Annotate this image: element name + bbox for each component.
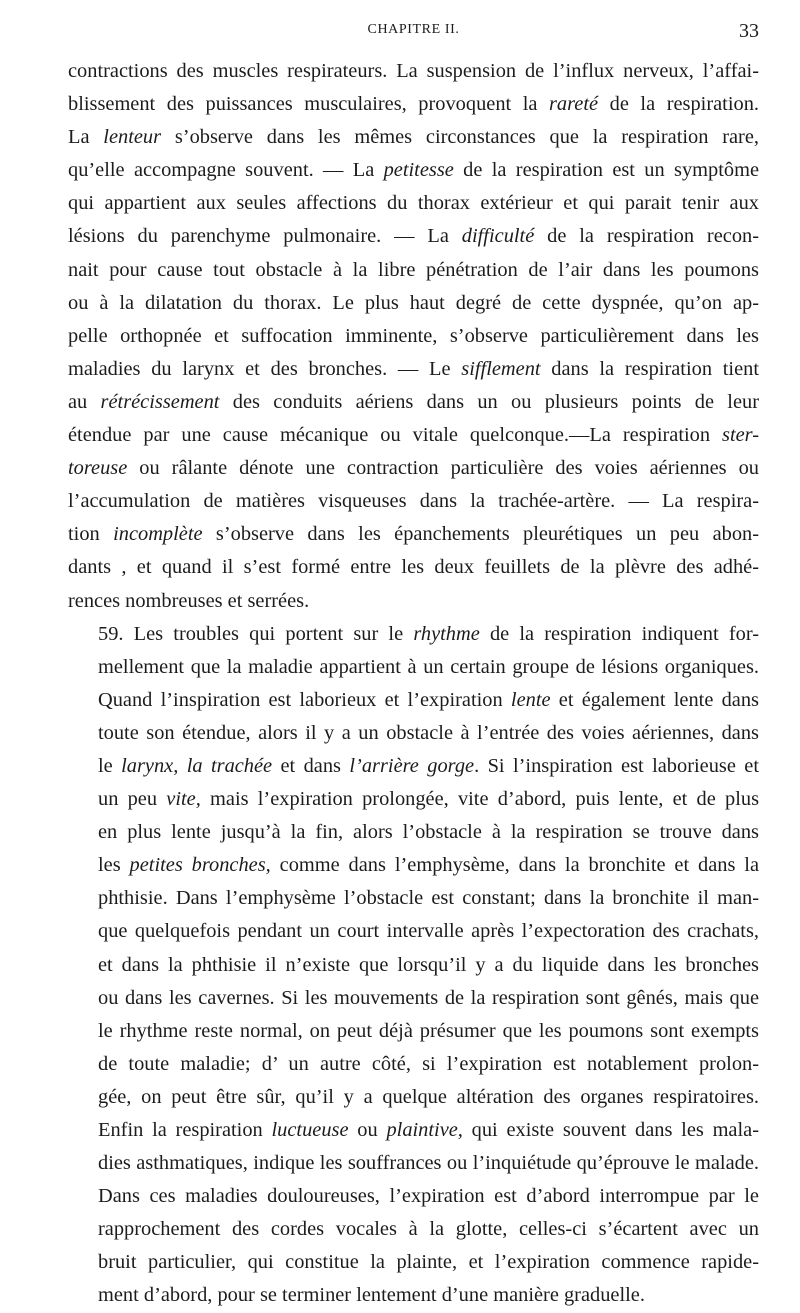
text-line [68,1180,759,1213]
text-line [68,816,759,849]
text-run: comme dans l’emphysème, dans la bronchite et dans la [270,854,760,877]
text-line [68,353,759,386]
text-line [68,386,759,419]
text-run: contractions des muscles respirateurs. La suspension de l’influx nerveux, l’affai- [68,60,759,82]
text-run: l’accumulation de matières visqueuses dans la trachée-artère. — La respira- [68,490,759,513]
text-line [68,55,759,88]
text-line [68,485,759,518]
text-line [68,254,759,287]
paragraph [68,55,759,618]
text-run: Enfin la respiration [98,1119,272,1141]
italic-term: rhythme [413,622,480,645]
text-run: dans la respiration tient [540,357,759,380]
text-line [68,1081,759,1114]
text-run: et également lente dans [550,688,759,711]
page-number: 33 [739,20,759,42]
text-run: 59. Les troubles qui portent sur le [98,622,414,645]
text-line [68,618,759,651]
text-run: de la respiration. [598,93,759,116]
text-line [68,518,759,551]
text-run: lésions du parenchyme pulmonaire. — La [68,225,462,248]
text-run: qu’elle accompagne souvent. — La [68,159,384,182]
text-line [68,187,759,220]
text-run: nait pour cause tout obstacle à la libre pénétration de l’air dans les poumons [68,258,759,281]
italic-term: petitesse [383,159,454,182]
text-run: étendue par une cause mécanique ou vitale quelconque.—La respiration [68,424,723,447]
text-line [68,419,759,452]
text-run: ment d’abord, pour se terminer lentement d’une manière graduelle. [98,1284,645,1307]
text-line [68,982,759,1015]
text-run: ou râlante dénote une contraction particulière des voies aériennes ou [127,457,759,480]
italic-term: larynx, la trachée [121,754,273,777]
text-line [68,320,759,353]
text-run: ou [348,1119,387,1141]
text-line [68,551,759,584]
italic-term: lente [510,688,551,711]
text-run: La [68,126,104,149]
text-run: des conduits aériens dans un ou plusieurs points de leur [219,390,760,413]
text-run: un peu [98,788,167,811]
text-run: toute son étendue, alors il y a un obstacle à l’entrée des voies aériennes, dans [98,721,759,744]
text-run: de la respiration est un symptôme [453,159,759,182]
text-run: rapprochement des cordes vocales à la glotte, celles-ci s’écartent avec un [98,1218,759,1241]
text-line [68,1015,759,1048]
text-run: phthisie. Dans l’emphysème l’obstacle est constant; dans la bronchite il man- [98,887,759,910]
text-run: de toute maladie; d’ un autre côté, si l’expiration est notablement prolon- [98,1052,759,1075]
text-run: s’observe dans les épanchements pleurétiques un peu abon- [202,523,759,546]
text-run: les [98,854,130,877]
text-run: Quand l’inspiration est laborieux et l’expiration [98,688,511,711]
italic-term: ster- [722,424,759,447]
text-run: Dans ces maladies douloureuses, l’expiration est d’abord interrompue par le [98,1185,759,1208]
italic-term: rareté [549,93,599,116]
text-run: tion [68,523,114,546]
italic-term: petites bronches, [129,854,271,877]
italic-term: difficulté [461,225,535,248]
italic-term: sifflement [461,357,541,380]
text-run: qui existe souvent dans les mala- [462,1119,759,1141]
text-run: le [98,754,122,777]
paragraph [68,618,759,1313]
text-run: s’observe dans les mêmes circonstances que la respiration rare, [161,126,759,149]
text-line [68,849,759,882]
text-run: maladies du larynx et des bronches. — Le [68,357,462,380]
running-header [68,20,759,44]
text-line [68,1279,759,1312]
italic-term: vite, [166,788,201,811]
text-run: ou à la dilatation du thorax. Le plus haut degré de cette dyspnée, qu’on ap- [68,291,759,314]
text-line [68,1213,759,1246]
text-run: . Si l’inspiration est laborieuse et [474,754,759,777]
text-run: rences nombreuses et serrées. [68,589,310,612]
text-line [68,452,759,485]
text-line [68,717,759,750]
text-run: de la respiration indiquent for- [479,622,759,645]
text-line [68,684,759,717]
text-line [68,915,759,948]
italic-term: plaintive, [386,1119,463,1141]
text-run: bruit particulier, qui constitue la plainte, et l’expiration commence rapide- [98,1251,759,1274]
text-line [68,121,759,154]
text-run: mais l’expiration prolongée, vite d’abord, puis lente, et de plus [200,788,760,811]
text-run: que quelquefois pendant un court intervalle après l’expectoration des crachats, [98,920,759,943]
text-line [68,783,759,816]
text-run: le rhythme reste normal, on peut déjà présumer que les poumons sont exempts [98,1019,759,1042]
text-line [68,949,759,982]
text-run: au [68,390,101,413]
chapter-title: CHAPITRE II. [367,22,460,37]
italic-term: luctueuse [271,1119,349,1141]
text-line [68,1048,759,1081]
text-line [68,750,759,783]
body-text [68,55,759,1313]
text-line [68,651,759,684]
italic-term: l’arrière gorge [349,754,475,777]
italic-term: incomplète [113,523,203,546]
text-run: gée, on peut être sûr, qu’il y a quelque altération des organes respiratoires. [98,1085,759,1108]
text-line [68,220,759,253]
text-line [68,88,759,121]
text-run: et dans la phthisie il n’existe que lorsqu’il y a du liquide dans les bronches [98,953,759,976]
text-line [68,1114,759,1147]
text-run: blissement des puissances musculaires, provoquent la [68,93,549,116]
text-line [68,1147,759,1180]
text-run: de la respiration recon- [534,225,759,248]
text-line [68,287,759,320]
text-line [68,154,759,187]
italic-term: rétrécissement [100,390,220,413]
text-line [68,882,759,915]
text-run: mellement que la maladie appartient à un certain groupe de lésions organiques. [98,655,759,678]
text-line [68,1246,759,1279]
text-run: en plus lente jusqu’à la fin, alors l’obstacle à la respiration se trouve dans [98,821,759,844]
italic-term: lenteur [103,126,162,149]
text-run: dies asthmatiques, indique les souffrances ou l’inquiétude qu’éprouve le malade. [98,1152,759,1175]
text-run: dants , et quand il s’est formé entre les deux feuillets de la plèvre des adhé- [68,556,759,579]
text-line [68,585,759,618]
text-run: ou dans les cavernes. Si les mouvements de la respiration sont gênés, mais que [98,986,759,1009]
italic-term: toreuse [68,457,128,480]
text-run: pelle orthopnée et suffocation imminente, s’observe particulièrement dans les [68,324,759,347]
text-run: qui appartient aux seules affections du thorax extérieur et qui parait tenir aux [68,192,759,215]
text-run: et dans [272,754,350,777]
